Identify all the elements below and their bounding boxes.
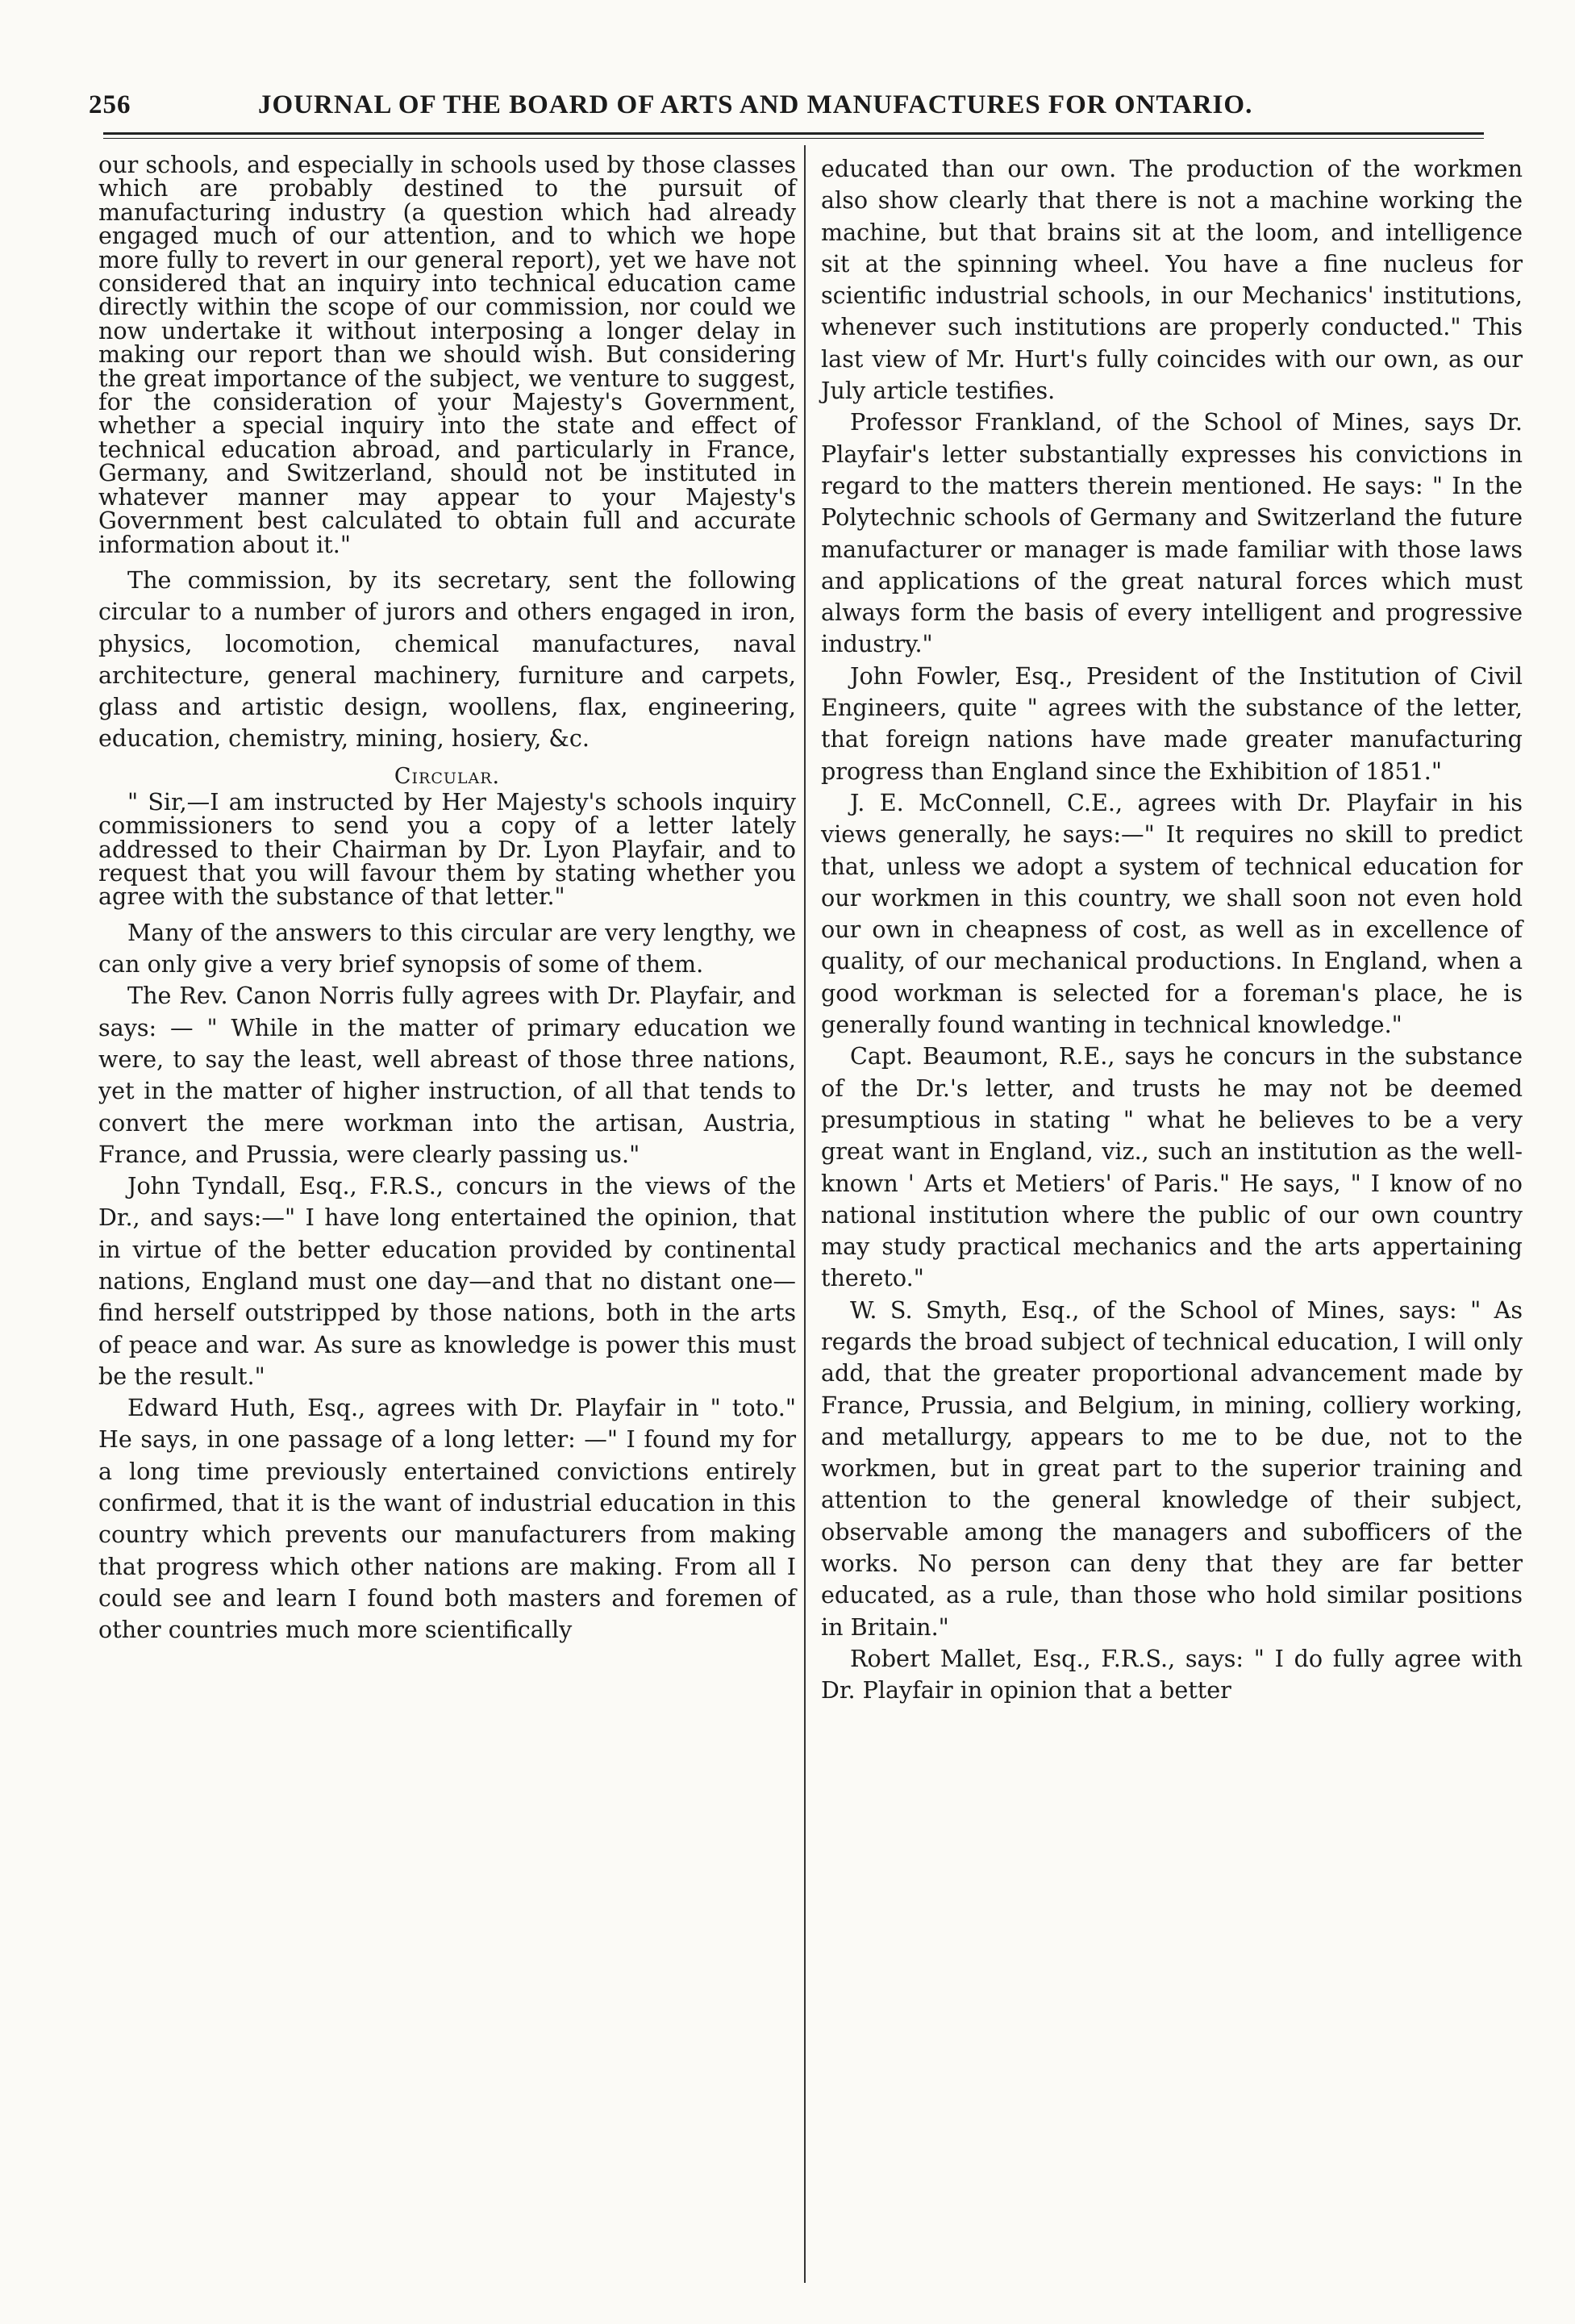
running-title: JOURNAL OF THE BOARD OF ARTS AND MANUFACTURES FOR ONTARIO.	[258, 90, 1253, 119]
quote-continuation: our schools, and especially in schools used by those classes which are probably destined to the pursuit of manufacturing industry (a question which had already engaged much of our attention, and to which we hope more fully to revert in our general report), yet we have not considered that an inquiry into technical education came directly within the scope of our commission, nor could we now undertake it without interposing a longer delay in making our report than we should wish. But considering the great importance of the subject, we venture to suggest, for the consideration of your Majesty's Government, whether a special inquiry into the state and effect of technical education abroad, and particularly in France, Germany, and Switzerland, should not be instituted in whatever manner may appear to your Majesty's Government best calculated to obtain full and accurate information about it."	[98, 151, 796, 558]
circular-heading: Circular.	[394, 763, 501, 789]
page-number: 256	[89, 90, 131, 119]
left-column	[98, 153, 796, 1646]
paragraph: Robert Mallet, Esq., F.R.S., says: " I do fully agree with Dr. Playfair in opinion that a better	[821, 1644, 1523, 1704]
circular-text: " Sir,—I am instructed by Her Majesty's schools inquiry commissioners to send you a copy of a letter lately addressed to their Chairman by Dr. Lyon Playfair, and to request that you will favour them by stating whether you agree with the substance of that letter."	[98, 787, 796, 911]
paragraph: John Tyndall, Esq., F.R.S., concurs in the views of the Dr., and says:—" I have long entertained the opinion, that in virtue of the better education provided by continental nations, England must one day—and that no distant one—find herself outstripped by those nations, both in the arts of peace and war. As sure as knowledge is power this must be the result."	[98, 1172, 796, 1390]
left-paragraphs-2	[98, 917, 796, 1646]
page-header	[81, 81, 1500, 129]
header-rule-thick	[103, 132, 1484, 135]
paragraph: educated than our own. The production of the workmen also show clearly that there is not a machine working the machine, but that brains sit at the loom, and intelligence sit at the spinning wheel. You have a fine nucleus for scientific industrial schools, in our Mechanics' institutions, whenever such institutions are properly conducted." This last view of Mr. Hurt's fully coincides with our own, as our July article testifies.	[821, 155, 1523, 405]
paragraph: Many of the answers to this circular are very lengthy, we can only give a very brief synopsis of some of them.	[98, 918, 796, 978]
paragraph: Capt. Beaumont, R.E., says he concurs in the substance of the Dr.'s letter, and trusts he may not be deemed presumptious in stating " what he believes to be a very great want in England, viz., such an institution as the well-known ' Arts et Metiers' of Paris." He says, " I know of no national institution where the public of our own country may study practical mechanics and the arts appertaining thereto."	[821, 1042, 1523, 1292]
paragraph: Professor Frankland, of the School of Mines, says Dr. Playfair's letter substantially expresses his convictions in regard to the matters therein mentioned. He says: " In the Polytechnic schools of Germany and Switzerland the future manufacturer or manager is made familiar with those laws and applications of the great natural forces which must always form the basis of every intelligent and progressive industry."	[821, 408, 1523, 658]
header-rule-thin	[103, 138, 1484, 139]
column-divider	[804, 145, 806, 2283]
right-column	[821, 153, 1523, 1707]
paragraph: J. E. McConnell, C.E., agrees with Dr. Playfair in his views generally, he says:—" It requires no skill to predict that, unless we adopt a system of technical education for our workmen in this country, we shall soon not even hold our own in cheapness of cost, as well as in excellence of quality, of our mechanical productions. In England, when a good workman is selected for a foreman's place, he is generally found wanting in technical knowledge."	[821, 788, 1523, 1039]
paragraph: John Fowler, Esq., President of the Institution of Civil Engineers, quite " agrees with the substance of the letter, that foreign nations have made greater manufacturing progress than England since the Exhibition of 1851."	[821, 661, 1523, 785]
paragraph: The Rev. Canon Norris fully agrees with Dr. Playfair, and says: — " While in the matter of primary education we were, to say the least, well abreast of those three nations, yet in the matter of higher instruction, of all that tends to convert the mere workman into the artisan, Austria, France, and Prussia, were clearly passing us."	[98, 982, 796, 1168]
left-paragraphs-1	[98, 565, 796, 755]
paragraph: The commission, by its secretary, sent the following circular to a number of jurors and others engaged in iron, physics, locomotion, chemical manufactures, naval architecture, general machinery, furniture and carpets, glass and artistic design, woollens, flax, engineering, education, chemistry, mining, hosiery, &c.	[98, 565, 796, 753]
paragraph: Edward Huth, Esq., agrees with Dr. Playfair in " toto." He says, in one passage of a long letter: —" I found my for a long time previously entertained convictions entirely confirmed, that it is the want of industrial education in this country which prevents our manufacturers from making that progress which other nations are making. From all I could see and learn I found both masters and foremen of other countries much more scientifically	[98, 1394, 796, 1644]
paragraph: W. S. Smyth, Esq., of the School of Mines, says: " As regards the broad subject of technical education, I will only add, that the greater proportional advancement made by France, Prussia, and Belgium, in mining, colliery working, and metallurgy, appears to me to be due, not to the workmen, but in great part to the superior training and attention to the general knowledge of their subject, observable among the managers and subofficers of the works. No person can deny that they are far better educated, as a rule, than those who hold similar positions in Britain."	[821, 1296, 1523, 1641]
